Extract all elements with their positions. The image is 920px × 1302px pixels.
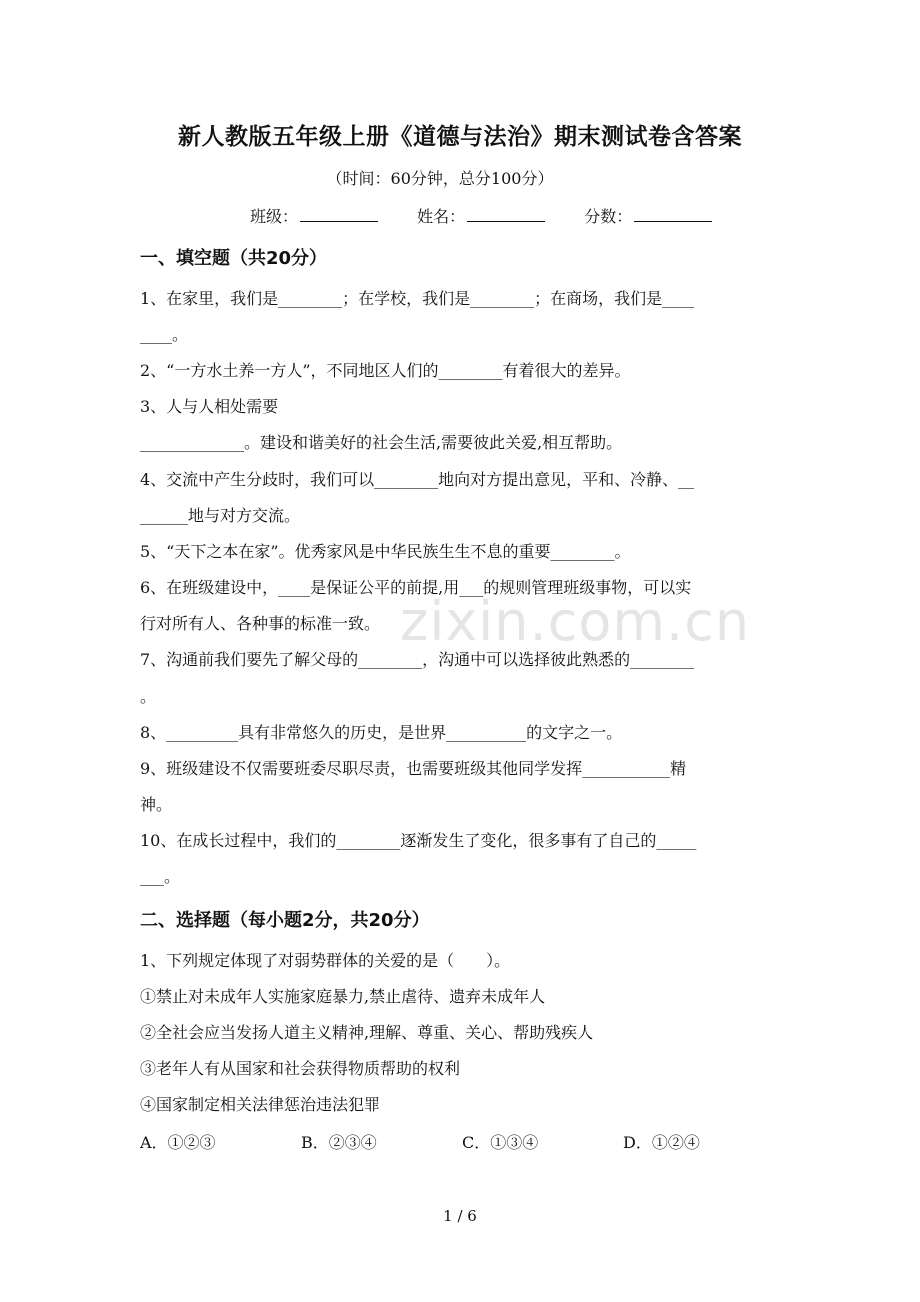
section-choice-heading: 二、选择题（每小题2分，共20分） [140,910,430,931]
name-blank[interactable] [467,207,545,222]
question-line: 1、在家里，我们是________；在学校，我们是________；在商场，我们是____ [140,289,695,308]
page-title: 新人教版五年级上册《道德与法治》期末测试卷含答案 [178,124,742,150]
question-line: 10、在成长过程中，我们的________逐渐发生了变化，很多事有了自己的_____ [140,831,697,850]
statement-line: ④国家制定相关法律惩治违法犯罪 [140,1095,381,1114]
option-a[interactable]: A．①②③ [140,1133,216,1152]
question-line: _____________。建设和谐美好的社会生活,需要彼此关爱,相互帮助。 [140,433,623,452]
option-d[interactable]: D．①②④ [623,1133,700,1152]
question-line: 8、_________具有非常悠久的历史，是世界__________的文字之一。 [140,723,623,742]
statement-line: ③老年人有从国家和社会获得物质帮助的权利 [140,1059,461,1078]
class-blank[interactable] [300,207,378,222]
question-line: 行对所有人、各种事的标准一致。 [140,614,381,633]
question-line: ___。 [140,867,181,886]
question-line: 7、沟通前我们要先了解父母的________，沟通中可以选择彼此熟悉的________ [140,650,695,669]
question-line: 神。 [140,795,173,814]
class-label: 班级： [250,207,299,226]
score-label: 分数： [584,207,633,226]
page-number: 1 / 6 [443,1207,477,1225]
question-line: 6、在班级建设中，____是保证公平的前提,用___的规则管理班级事物，可以实 [140,578,692,597]
question-line: 。 [140,687,157,706]
name-field[interactable] [417,204,545,227]
statement-line: ②全社会应当发扬人道主义精神,理解、尊重、关心、帮助残疾人 [140,1023,594,1042]
section-fill-blank-heading: 一、填空题（共20分） [140,248,328,269]
option-c[interactable]: C．①③④ [462,1133,539,1152]
option-b[interactable]: B．②③④ [301,1133,377,1152]
score-blank[interactable] [634,207,712,222]
name-label: 姓名： [417,207,466,226]
question-line: 4、交流中产生分歧时，我们可以________地向对方提出意见，平和、冷静、__ [140,470,695,489]
watermark: zixin.com.cn [400,590,751,653]
question-line: ______地与对方交流。 [140,506,301,525]
question-line: ____。 [140,325,189,344]
statement-line: ①禁止对未成年人实施家庭暴力,禁止虐待、遗弃未成年人 [140,987,546,1006]
question-line: 1、下列规定体现了对弱势群体的关爱的是（ ）。 [140,951,511,970]
student-info-fields [250,204,746,227]
question-line: 3、人与人相处需要 [140,397,279,416]
score-field[interactable] [584,204,712,227]
question-line: 9、班级建设不仅需要班委尽职尽责，也需要班级其他同学发挥___________精 [140,759,687,778]
question-line: 5、“天下之本在家”。优秀家风是中华民族生生不息的重要________。 [140,542,631,561]
time-score-note: （时间：60分钟，总分100分） [326,169,554,188]
question-line: 2、“一方水土养一方人”，不同地区人们的________有着很大的差异。 [140,361,631,380]
answer-options [140,1130,784,1153]
class-field[interactable] [250,204,378,227]
